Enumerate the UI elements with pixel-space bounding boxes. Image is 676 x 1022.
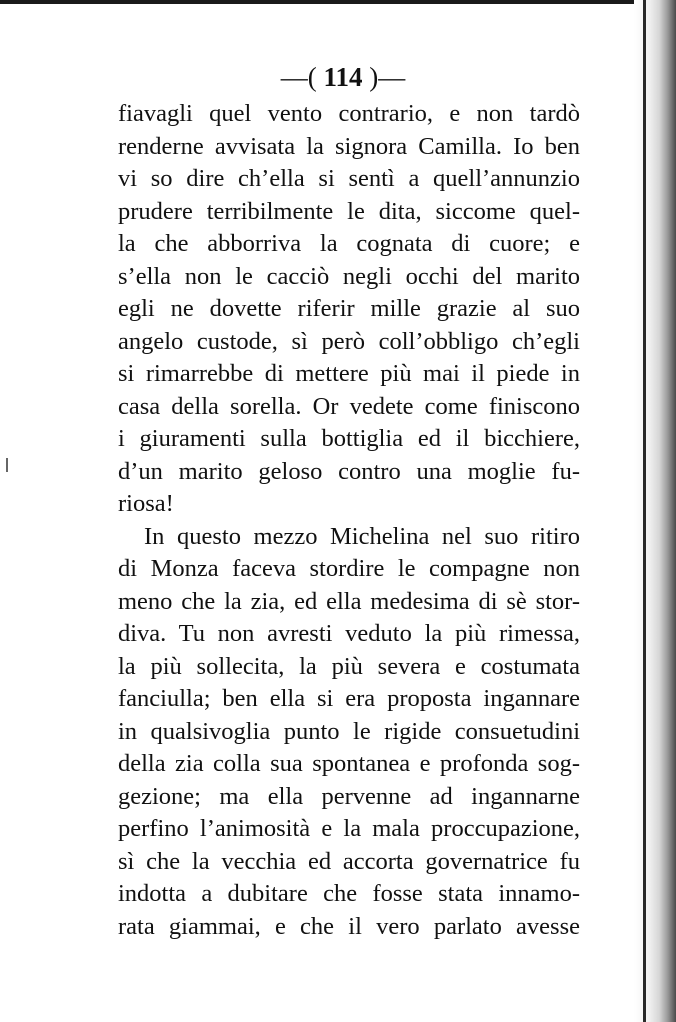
- page-number: 114: [323, 62, 363, 92]
- text-line: s’ella non le cacciò negli occhi del marito: [118, 262, 580, 290]
- text-line: fiavagli quel vento contrario, e non tardò: [118, 100, 580, 127]
- text-line: sì che la vecchia ed accorta governatrice fu: [118, 847, 580, 875]
- text-line: la che abborriva la cognata di cuore; e: [118, 230, 580, 257]
- top-border-rule: [0, 0, 676, 4]
- text-line: egli ne dovette riferir mille grazie al suo: [118, 295, 580, 322]
- text-line: meno che la zia, ed ella medesima di sè stor-: [118, 587, 580, 615]
- text-line: fanciulla; ben ella si era proposta ingannare: [118, 685, 580, 712]
- text-line: diva. Tu non avresti veduto la più rimessa,: [118, 620, 580, 647]
- text-line: vi so dire ch’ella si sentì a quell’annunzio: [118, 165, 580, 192]
- text-line: renderne avvisata la signora Camilla. Io ben: [118, 132, 580, 160]
- page-binding-line: [643, 0, 646, 1022]
- text-line: rata giammai, e che il vero parlato avesse: [118, 912, 580, 940]
- text-line: di Monza faceva stordire le compagne non: [118, 555, 580, 582]
- header-right-dash: )—: [369, 62, 406, 92]
- text-line: gezione; ma ella pervenne ad ingannarne: [118, 782, 580, 810]
- body-text: [118, 98, 580, 943]
- text-line: riosa!: [118, 490, 174, 517]
- text-line: in qualsivoglia punto le rigide consuetudini: [118, 717, 580, 745]
- paper-speck: [6, 458, 8, 472]
- page-header: [110, 62, 576, 92]
- text-line: si rimarrebbe di mettere più mai il piede in: [118, 360, 580, 387]
- text-line: prudere terribilmente le dita, siccome quel-: [118, 197, 580, 225]
- text-line: casa della sorella. Or vedete come finiscono: [118, 392, 580, 420]
- text-line: angelo custode, sì però coll’obbligo ch’egli: [118, 327, 580, 355]
- text-line: della zia colla sua spontanea e profonda sog-: [118, 750, 580, 777]
- text-line: i giuramenti sulla bottiglia ed il bicchiere,: [118, 425, 580, 452]
- page-edge-shadow: [634, 0, 676, 1022]
- text-line: perfino l’animosità e la mala proccupazione,: [118, 815, 580, 842]
- text-line: la più sollecita, la più severa e costumata: [118, 652, 580, 680]
- header-left-dash: —(: [280, 62, 317, 92]
- text-line: d’un marito geloso contro una moglie fu-: [118, 457, 580, 485]
- paragraph-start-line: In questo mezzo Michelina nel suo ritiro: [144, 522, 580, 550]
- text-line: indotta a dubitare che fosse stata innamo-: [118, 880, 580, 907]
